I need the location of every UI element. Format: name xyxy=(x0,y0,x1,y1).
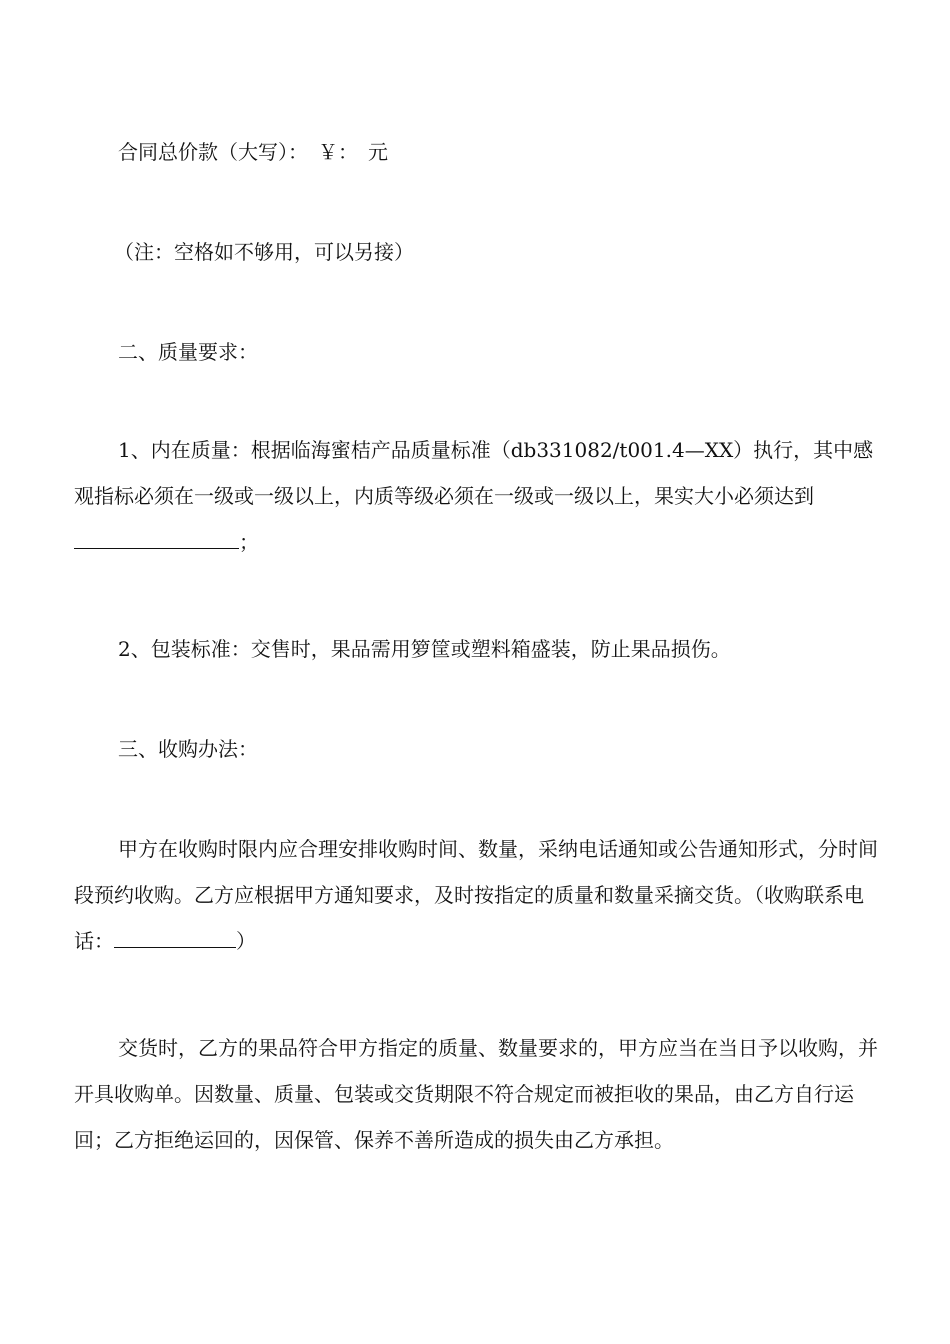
section2-title-text: 二、质量要求： xyxy=(118,340,258,364)
section3-title xyxy=(74,726,886,772)
quality-item-1-end: ； xyxy=(239,530,259,554)
purchase-paragraph-1-end: ） xyxy=(236,929,256,953)
quality-item-1 xyxy=(74,427,886,565)
note-text: （注：空格如不够用，可以另接） xyxy=(114,240,414,264)
contact-phone-blank xyxy=(114,923,236,948)
total-price-text: 合同总价款（大写）： ￥： 元 xyxy=(118,140,388,164)
fruit-size-blank xyxy=(74,524,239,549)
quality-item-2 xyxy=(74,626,886,672)
section3-title-text: 三、收购办法： xyxy=(118,737,258,761)
quality-item-1-text: 1、内在质量：根据临海蜜桔产品质量标准（db331082/t001.4—XX）执行，其中感观指标必须在一级或一级以上，内质等级必须在一级或一级以上，果实大小必须达到 xyxy=(74,438,874,508)
quality-item-2-text: 2、包装标准：交售时，果品需用箩筐或塑料箱盛装，防止果品损伤。 xyxy=(118,637,731,661)
purchase-paragraph-1 xyxy=(74,826,886,964)
section2-title xyxy=(74,329,886,375)
note-line xyxy=(74,229,886,275)
purchase-paragraph-2-text: 交货时，乙方的果品符合甲方指定的质量、数量要求的，甲方应当在当日予以收购，并开具收购单。因数量、质量、包装或交货期限不符合规定而被拒收的果品，由乙方自行运回；乙方拒绝运回的，因保管、保养不善所造成的损失由乙方承担。 xyxy=(74,1036,878,1152)
purchase-paragraph-1-text: 甲方在收购时限内应合理安排收购时间、数量，采纳电话通知或公告通知形式，分时间段预约收购。乙方应根据甲方通知要求，及时按指定的质量和数量采摘交货。（收购联系电话： xyxy=(74,837,878,953)
purchase-paragraph-2 xyxy=(74,1025,886,1163)
total-price-line xyxy=(74,129,886,175)
